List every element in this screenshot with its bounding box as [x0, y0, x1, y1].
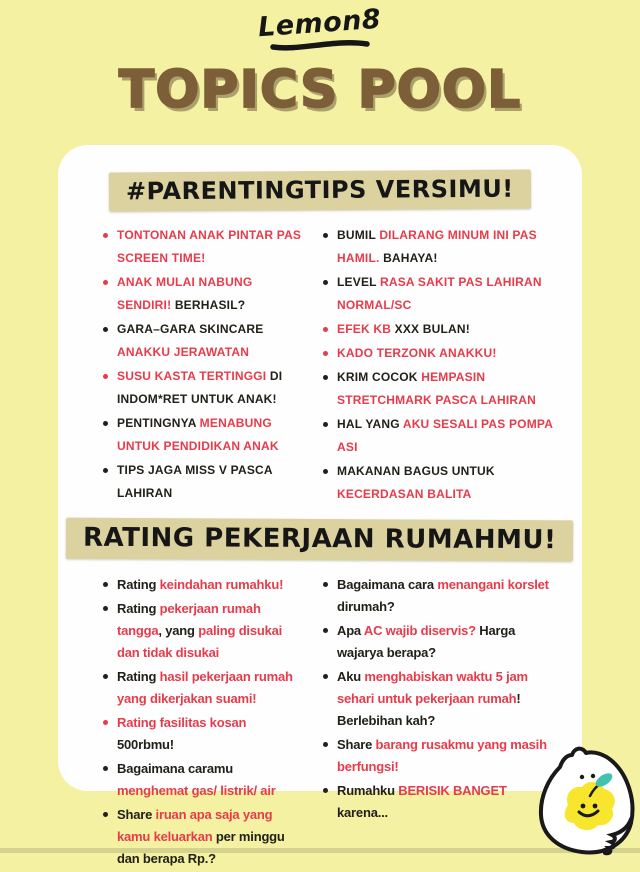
topic-text-segment: XXX BULAN! [394, 322, 470, 336]
topic-text-segment: GARA–GARA SKINCARE [117, 322, 264, 336]
lemon8-logo-text: Lemon8 [257, 3, 383, 44]
bullet-icon [323, 628, 328, 633]
topic-text-segment: 500rbmu! [117, 737, 174, 752]
section-heading-rating-pekerjaan: RATING PEKERJAAN RUMAHMU! [66, 518, 574, 562]
section-rating-topics [58, 574, 582, 872]
topic-text-segment: PENTINGNYA [117, 416, 200, 430]
bullet-icon [103, 374, 108, 379]
topic-text-segment: SUSU KASTA TERTINGGI [117, 369, 270, 383]
topic-list [322, 224, 556, 506]
page-title: TOPICS POOL [118, 60, 522, 120]
topic-list-item [102, 712, 306, 756]
topic-text-segment: ANAK MULAI NABUNG SENDIRI! [117, 275, 253, 312]
topic-text-segment: RASA SAKIT PAS LAHIRAN NORMAL/SC [337, 275, 542, 312]
bullet-icon [323, 742, 328, 747]
topic-text-segment: Share [337, 737, 376, 752]
topic-list-item [322, 734, 556, 778]
topic-list [322, 574, 556, 824]
topic-text-segment: BUMIL [337, 228, 380, 242]
topic-list-item [322, 342, 556, 365]
bullet-icon [103, 468, 108, 473]
bullet-icon [103, 606, 108, 611]
topic-list-item [102, 804, 306, 870]
bullet-icon [323, 469, 328, 474]
lemon8-lemon-mascot-icon [530, 733, 640, 857]
topic-list-item [322, 271, 556, 317]
topic-text-segment: hasil pekerjaan rumah yang dikerjakan suami! [117, 669, 293, 706]
topic-list-item [102, 598, 306, 664]
topic-list-item [102, 318, 306, 364]
lemon8-logo [0, 3, 640, 52]
topic-text-segment: BAHAYA! [383, 251, 438, 265]
topic-text-segment: HAL YANG [337, 417, 403, 431]
topic-list-item [102, 412, 306, 458]
topic-list-item [322, 574, 556, 618]
topic-text-segment: menghabiskan waktu 5 jam sehari untuk pekerjaan rumah [337, 669, 528, 706]
topic-text-segment: menangani korslet [437, 577, 549, 592]
rating-right-column [322, 574, 556, 872]
rating-left-column [102, 574, 306, 872]
topic-list-item [102, 758, 306, 802]
topic-text-segment: Bagaimana cara [337, 577, 438, 592]
bullet-icon [103, 233, 108, 238]
topic-list-item [102, 666, 306, 710]
topic-text-segment: MENABUNG UNTUK PENDIDIKAN ANAK [117, 416, 279, 453]
topic-list-item [102, 271, 306, 317]
bullet-icon [103, 421, 108, 426]
topic-list-item [322, 318, 556, 341]
topic-text-segment: AKU SESALI PAS POMPA ASI [337, 417, 553, 454]
topic-text-segment: BERISIK BANGET [398, 783, 507, 798]
topic-text-segment: Rating [117, 577, 160, 592]
topic-text-segment: Apa [337, 623, 364, 638]
bullet-icon [103, 674, 108, 679]
topic-text-segment: Aku [337, 669, 365, 684]
topic-text-segment: DILARANG MINUM INI PAS HAMIL. [337, 228, 537, 265]
topic-text-segment: KECERDASAN BALITA [337, 487, 472, 501]
topic-text-segment: menghemat gas/ listrik/ air [117, 783, 276, 798]
topic-text-segment: , yang [158, 623, 199, 638]
topic-text-segment: TIPS JAGA MISS V PASCA LAHIRAN [117, 463, 273, 500]
topic-list-item [322, 460, 556, 506]
parentingtips-right-column [322, 224, 556, 507]
topic-text-segment: dirumah? [337, 599, 395, 614]
parentingtips-left-column [102, 224, 306, 507]
bullet-icon [103, 327, 108, 332]
topic-list [102, 224, 306, 505]
topic-list-item [322, 224, 556, 270]
topic-list-item [322, 366, 556, 412]
bullet-icon [103, 280, 108, 285]
section-heading-parentingtips: #PARENTINGTIPS VERSIMU! [109, 170, 531, 212]
topic-text-segment: MAKANAN BAGUS UNTUK [337, 464, 495, 478]
topic-text-segment: LEVEL [337, 275, 380, 289]
bullet-icon [323, 233, 328, 238]
topic-text-segment: EFEK KB [337, 322, 395, 336]
topic-text-segment: Rating fasilitas kosan [117, 715, 247, 730]
topic-text-segment: barang rusakmu yang masih berfungsi! [337, 737, 547, 774]
topic-list-item [102, 574, 306, 596]
topic-text-segment: TONTONAN ANAK PINTAR PAS SCREEN TIME! [117, 228, 302, 265]
content-card [58, 145, 582, 866]
topic-text-segment: pekerjaan rumah tangga [117, 601, 261, 638]
topic-text-segment: Rumahku [337, 783, 399, 798]
topic-text-segment: KADO TERZONK ANAKKU! [337, 346, 497, 360]
topic-list-item [102, 365, 306, 411]
topic-text-segment: BERHASIL? [174, 298, 246, 312]
topic-text-segment: ANAKKU JERAWATAN [117, 345, 250, 359]
topic-text-segment: KRIM COCOK [337, 370, 422, 384]
bullet-icon [323, 327, 328, 332]
topic-text-segment: karena... [337, 805, 388, 820]
bullet-icon [323, 582, 328, 587]
topic-list-item [102, 459, 306, 505]
bullet-icon [103, 720, 108, 725]
topic-text-segment: paling disukai dan tidak disukai [117, 623, 283, 660]
topic-list-item [322, 620, 556, 664]
topic-text-segment: HEMPASIN STRETCHMARK PASCA LAHIRAN [337, 370, 536, 407]
bullet-icon [103, 812, 108, 817]
topic-text-segment: per minggu dan berapa Rp.? [117, 829, 285, 866]
bullet-icon [323, 375, 328, 380]
topic-text-segment: DI INDOM*RET UNTUK ANAK! [117, 369, 283, 406]
bullet-icon [103, 766, 108, 771]
bullet-icon [323, 788, 328, 793]
topic-list-item [322, 666, 556, 732]
bullet-icon [323, 351, 328, 356]
topic-list-item [322, 780, 556, 824]
bullet-icon [323, 674, 328, 679]
topic-text-segment: Share [117, 807, 156, 822]
bullet-icon [323, 280, 328, 285]
topic-text-segment: iruan apa saja yang kamu keluarkan [117, 807, 273, 844]
topic-text-segment: AC wajib diservis? [363, 623, 480, 638]
topic-text-segment: Bagaimana caramu [117, 761, 234, 776]
topic-text-segment: Rating [117, 601, 160, 616]
topic-text-segment: Rating [117, 669, 160, 684]
bullet-icon [323, 422, 328, 427]
topic-text-segment: Harga wajarya berapa? [337, 623, 516, 660]
topic-text-segment: keindahan rumahku! [159, 577, 284, 592]
section-parentingtips-topics [58, 224, 582, 507]
topic-list-item [322, 413, 556, 459]
topic-list [102, 574, 306, 870]
topic-list-item [102, 224, 306, 270]
bullet-icon [103, 582, 108, 587]
topic-text-segment: ! Berlebihan kah? [337, 691, 521, 728]
